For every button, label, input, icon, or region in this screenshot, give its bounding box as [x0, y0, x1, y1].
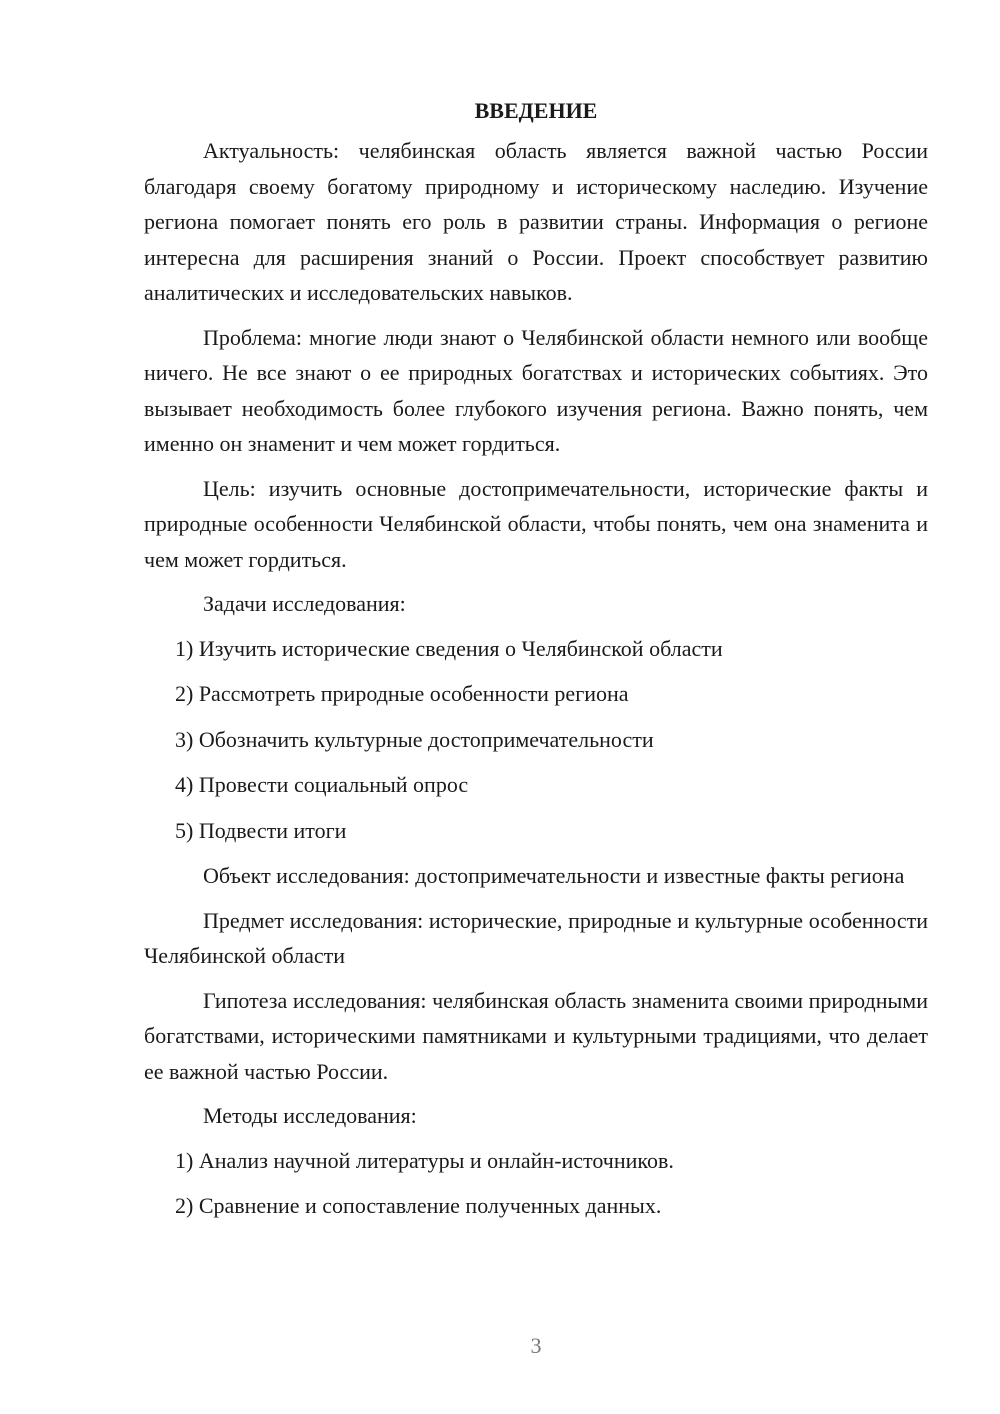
list-item-task-1: 1) Изучить исторические сведения о Челябинской области: [175, 635, 723, 661]
list-item-task-5: 5) Подвести итоги: [175, 817, 347, 843]
tasks-list: [144, 631, 928, 849]
problem-paragraph: Проблема: многие люди знают о Челябинской области немного или вообще ничего. Не все знают о ее природных богатствах и исторических событиях. Это вызывает необходимость более глубокого изучения региона. Важно понять, чем именно он знаменит и чем может гордиться.: [144, 324, 928, 456]
methods-list: [144, 1143, 928, 1224]
tasks-title: Задачи исследования:: [203, 591, 406, 616]
page-number: 3: [530, 1333, 542, 1358]
list-item-method-1: 1) Анализ научной литературы и онлайн-источников.: [175, 1147, 674, 1173]
subject-paragraph: Предмет исследования: исторические, природные и культурные особенности Челябинской области: [144, 907, 928, 968]
hypothesis-paragraph: Гипотеза исследования: челябинская область знаменита своими природными богатствами, историческими памятниками и культурными традициями, что делает ее важной частью России.: [144, 987, 928, 1084]
list-item-task-3: 3) Обозначить культурные достопримечательности: [175, 726, 654, 752]
relevance-paragraph: Актуальность: челябинская область является важной частью России благодаря своему богатому природному и историческому наследию. Изучение региона помогает понять его роль в развитии страны. Информация о регионе интересна для расширения знаний о России. Проект способствует развитию аналитических и исследовательских навыков.: [144, 138, 928, 305]
list-item-task-2: 2) Рассмотреть природные особенности региона: [175, 681, 629, 706]
document-page: [144, 93, 928, 1234]
object-paragraph: Объект исследования: достопримечательности и известные факты региона: [203, 863, 905, 888]
list-item-task-4: 4) Провести социальный опрос: [175, 772, 469, 797]
methods-title: Методы исследования:: [203, 1103, 417, 1128]
page-title: ВВЕДЕНИЕ: [474, 98, 598, 123]
list-item-method-2: 2) Сравнение и сопоставление полученных данных.: [175, 1193, 662, 1218]
goal-paragraph: Цель: изучить основные достопримечательности, исторические факты и природные особенности Челябинской области, чтобы понять, чем она знаменита и чем может гордиться.: [144, 475, 928, 572]
